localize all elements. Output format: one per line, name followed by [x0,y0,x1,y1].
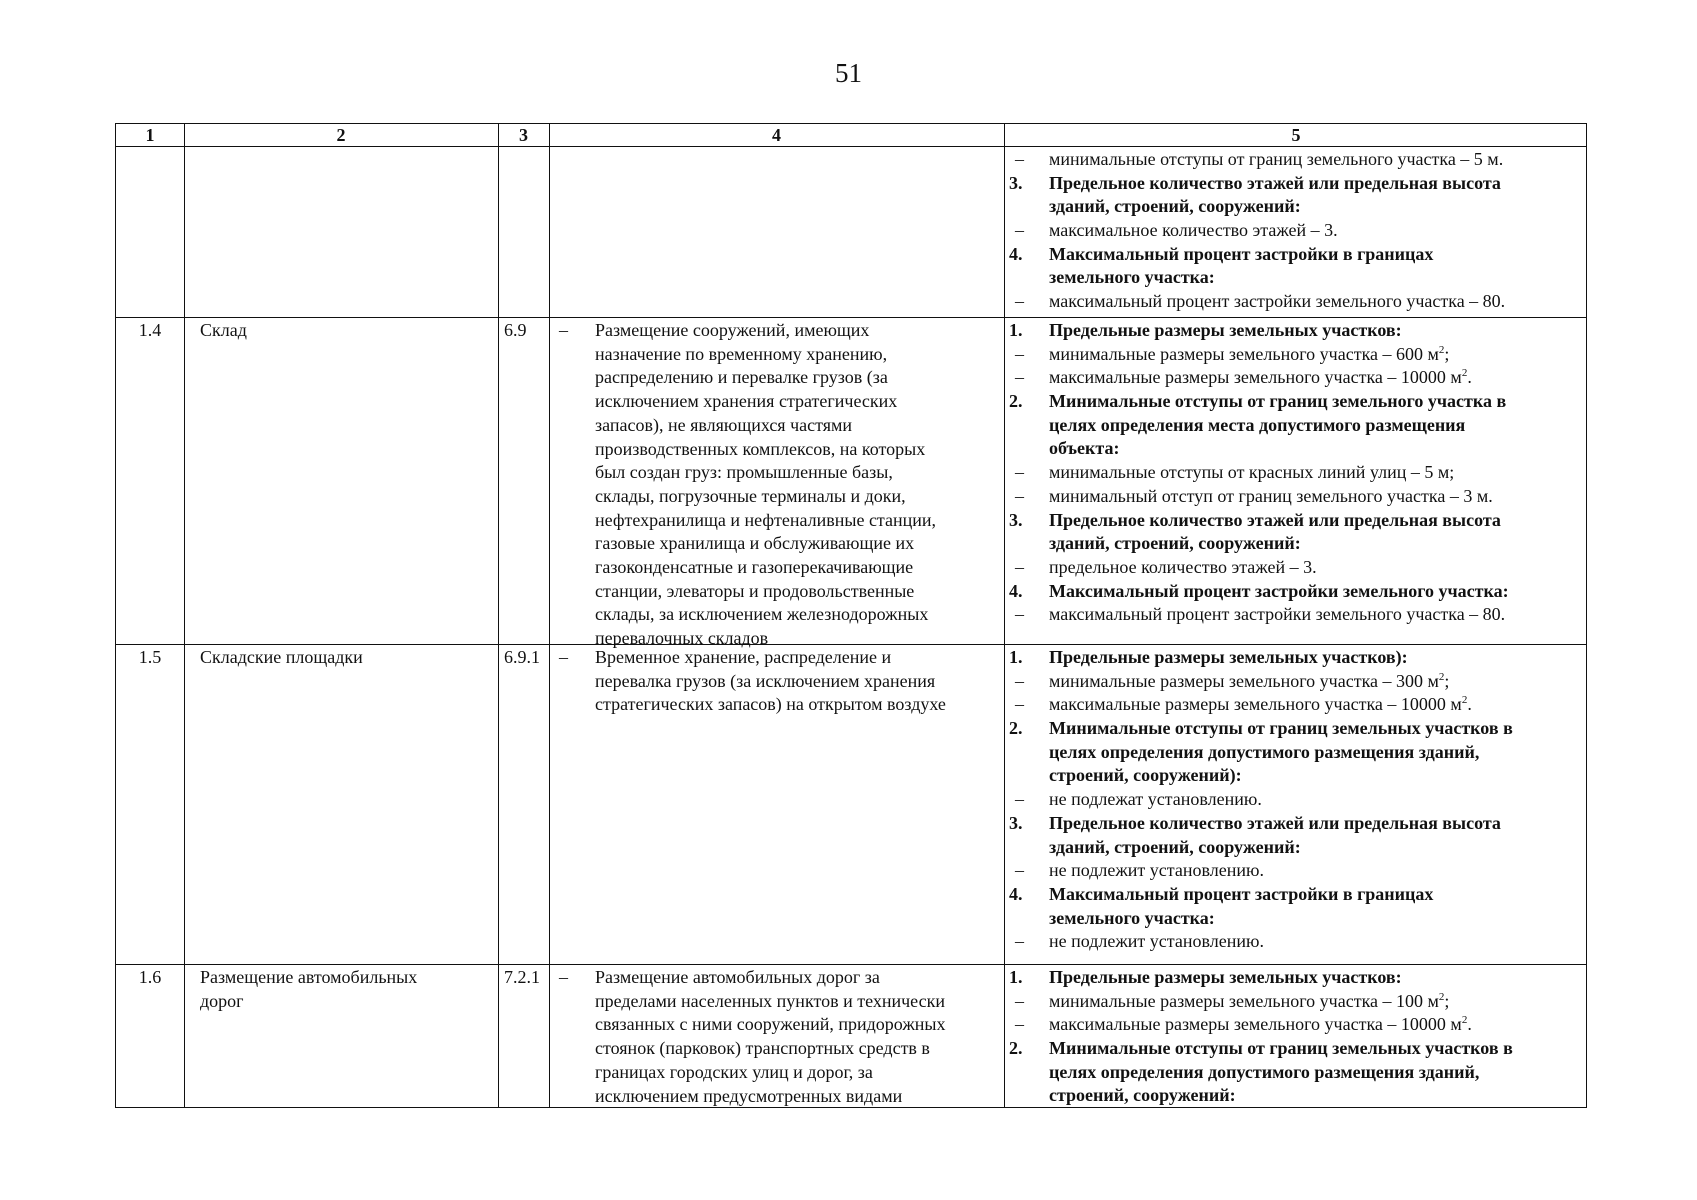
parameter-text-main: Минимальные отступы от границ земельного участка в [1049,391,1507,412]
parameter-text-main: строений, сооружений: [1049,1085,1236,1106]
header-col-3: 3 [519,125,528,145]
parameter-text-main: максимальные размеры земельного участка – 10000 м [1049,367,1462,388]
description-line: перевалочных складов [595,628,769,649]
description-line: назначение по временному хранению, [595,343,888,364]
item-number: 4. [1009,243,1023,264]
parameter-text-main: Предельное количество этажей или предельная высота [1049,172,1501,193]
parameter-text [1049,243,1433,267]
item-number: 1. [1009,967,1023,987]
parameter-text-main: максимальные размеры земельного участка – 10000 м [1049,694,1462,715]
unit-superscript: 2 [1461,367,1468,380]
parameter-text-main: не подлежат установлению. [1049,789,1262,810]
list-dash: – [1015,462,1024,483]
classifier-code: 6.9 [504,320,527,340]
list-dash: – [559,647,568,667]
parameter-text [1049,580,1509,604]
unit-superscript: 2 [1438,343,1445,356]
use-description [559,966,946,1108]
parameter-text-main: Максимальный процент застройки в границах [1049,883,1434,904]
description-line: связанных с ними сооружений, придорожных [595,1014,946,1035]
row-divider [116,317,1586,318]
parameter-text-main: объекта: [1049,438,1120,459]
item-number: 3. [1009,172,1023,193]
use-type-name: Размещение автомобильных [200,967,418,987]
column-divider [498,124,499,1107]
parameter-text-main: зданий, строений, сооружений: [1049,836,1301,857]
parameter-text-main: Предельное количество этажей или предельная высота [1049,509,1501,530]
row-divider [116,964,1586,965]
description-line: исключением предусмотренных видами [595,1085,903,1106]
row-number: 1.5 [138,647,162,667]
parameter-text-main: целях определения допустимого размещения зданий, [1049,741,1480,762]
description-line: границах городских улиц и дорог, за [595,1061,873,1082]
parameter-text [1049,509,1501,533]
parameter-text [1049,646,1408,670]
parameter-text [1049,907,1215,931]
unit-superscript: 2 [1461,694,1468,707]
description-line: Размещение автомобильных дорог за [595,967,880,987]
parameter-text-main: Предельное количество этажей или предельная высота [1049,812,1501,833]
column-divider [184,124,185,1107]
parameter-text [1049,990,1449,1014]
list-dash: – [1015,291,1024,312]
parameter-text-main: не подлежит установлению. [1049,931,1264,952]
parameter-text-main: зданий, строений, сооружений: [1049,533,1301,554]
list-dash: – [1015,860,1024,881]
list-dash: – [1015,789,1024,810]
item-number: 2. [1009,718,1023,739]
parameter-text [1049,343,1449,367]
regulations-table [115,123,1587,1108]
parameter-text [1049,836,1301,860]
description-line: станции, элеваторы и продовольственные [595,580,915,601]
column-divider [1004,124,1005,1107]
use-type-name: Складские площадки [200,647,363,667]
parameter-text [1049,532,1301,556]
parameter-text [1049,266,1215,290]
list-dash: – [1015,149,1024,169]
description-line: Временное хранение, распределение и [595,647,892,667]
list-dash: – [1015,220,1024,241]
description-line: Размещение сооружений, имеющих [595,320,870,340]
page-number: 51 [835,58,862,88]
description-line: перевалка грузов (за исключением хранения [595,670,936,691]
item-number: 2. [1009,391,1023,412]
list-dash: – [1015,367,1024,388]
parameter-text [1049,741,1479,765]
parameter-text [1049,764,1242,788]
description-line: склады, за исключением железнодорожных [595,604,929,625]
parameter-text [1049,195,1301,219]
parameter-text-main: минимальные размеры земельного участка – 300 м [1049,670,1439,691]
description-line: производственных комплексов, на которых [595,438,926,459]
punctuation: ; [1444,343,1450,364]
description-line: стоянок (парковок) транспортных средств в [595,1038,930,1059]
parameter-text [1049,603,1505,627]
parameter-text-main: максимальный процент застройки земельного участка – 80. [1049,604,1506,625]
parameter-text [1049,1084,1236,1108]
punctuation: . [1467,367,1472,388]
item-number: 1. [1009,647,1023,667]
parameter-text [1049,219,1338,243]
parameter-text [1049,437,1119,461]
header-divider [116,146,1586,147]
parameter-text-main: Минимальные отступы от границ земельных участков в [1049,1038,1513,1059]
item-number: 2. [1009,1038,1023,1059]
parameter-text-main: не подлежит установлению. [1049,860,1264,881]
parameter-text-main: Максимальный процент застройки земельного участка: [1049,580,1509,601]
parameter-text [1049,670,1449,694]
parameter-text [1049,1061,1479,1085]
parameter-text-main: минимальные размеры земельного участка – 100 м [1049,990,1439,1011]
parameter-text [1049,693,1472,717]
punctuation: ; [1444,670,1450,691]
parameter-text [1049,717,1513,741]
list-dash: – [1015,670,1024,691]
description-line: исключением хранения стратегических [595,391,898,412]
parameter-text [1049,883,1433,907]
parameter-text [1049,485,1493,509]
classifier-code: 7.2.1 [504,967,540,987]
item-number: 4. [1009,883,1023,904]
parameter-text [1049,859,1264,883]
unit-superscript: 2 [1461,1014,1468,1027]
header-col-4: 4 [772,125,781,145]
parameter-text [1049,148,1503,172]
parameter-text-main: строений, сооружений): [1049,765,1242,786]
parameter-text [1049,390,1506,414]
parameter-text [1049,461,1454,485]
parameter-text [1049,414,1465,438]
parameter-text-main: предельное количество этажей – 3. [1049,556,1317,577]
punctuation: ; [1444,990,1450,1011]
header-col-1: 1 [145,125,155,145]
list-dash: – [559,320,568,340]
parameter-text [1049,812,1501,836]
list-dash: – [1015,931,1024,952]
parameter-text-main: Предельные размеры земельных участков): [1049,647,1408,667]
parameter-text [1049,1037,1513,1061]
parameter-text-main: максимальный процент застройки земельного участка – 80. [1049,291,1506,312]
description-line: стратегических запасов) на открытом воздухе [595,694,946,715]
description-line: склады, погрузочные терминалы и доки, [595,485,906,506]
parameter-text [1049,319,1402,343]
header-col-5: 5 [1291,125,1301,145]
list-dash: – [1015,1014,1024,1035]
header-col-2: 2 [336,125,346,145]
use-type-name: дорог [200,990,244,1011]
parameter-text [1049,556,1317,580]
parameter-text [1049,1013,1472,1037]
parameter-text-main: земельного участка: [1049,267,1215,288]
list-dash: – [1015,485,1024,506]
use-type-name: Склад [200,320,247,340]
list-dash: – [1015,604,1024,625]
description-line: запасов), не являющихся частями [595,414,853,435]
punctuation: . [1467,694,1472,715]
description-line: распределению и перевалке грузов (за [595,367,888,388]
parameter-text-main: максимальные размеры земельного участка – 10000 м [1049,1014,1462,1035]
parameter-text [1049,290,1505,314]
parameter-text-main: минимальные отступы от красных линий улиц – 5 м; [1049,462,1455,483]
parameter-text-main: Предельные размеры земельных участков: [1049,967,1402,987]
classifier-code: 6.9.1 [504,647,540,667]
parameter-text-main: Максимальный процент застройки в границах [1049,243,1434,264]
item-number: 4. [1009,580,1023,601]
list-dash: – [559,967,568,987]
unit-superscript: 2 [1438,990,1445,1003]
description-line: газовые хранилища и обслуживающие их [595,533,915,554]
parameter-text-main: максимальное количество этажей – 3. [1049,220,1338,241]
parameter-text-main: Минимальные отступы от границ земельных участков в [1049,718,1513,739]
parameter-text-main: минимальные размеры земельного участка – 600 м [1049,343,1439,364]
parameter-text-main: Предельные размеры земельных участков: [1049,320,1402,340]
parameter-text-main: целях определения допустимого размещения зданий, [1049,1061,1480,1082]
description-line: был создан груз: промышленные базы, [595,462,893,483]
parameter-text [1049,788,1262,812]
list-dash: – [1015,990,1024,1011]
unit-superscript: 2 [1438,670,1445,683]
parameter-text-main: земельного участка: [1049,907,1215,928]
parameter-text-main: минимальный отступ от границ земельного участка – 3 м. [1049,485,1493,506]
row-number: 1.6 [138,967,162,987]
parameter-text-main: целях определения места допустимого размещения [1049,414,1466,435]
parameter-text [1049,172,1501,196]
punctuation: . [1467,1014,1472,1035]
parameter-text [1049,966,1402,990]
item-number: 3. [1009,509,1023,530]
column-divider [549,124,550,1107]
row-number: 1.4 [138,320,162,340]
description-line: пределами населенных пунктов и технически [595,990,945,1011]
item-number: 3. [1009,812,1023,833]
parameter-text-main: минимальные отступы от границ земельного участка – 5 м. [1049,149,1504,169]
list-dash: – [1015,694,1024,715]
description-line: газоконденсатные и газоперекачивающие [595,557,914,578]
parameter-text-main: зданий, строений, сооружений: [1049,196,1301,217]
use-description [559,646,946,717]
parameter-text [1049,930,1264,954]
description-line: нефтехранилища и нефтеналивные станции, [595,509,937,530]
parameter-text [1049,366,1472,390]
list-dash: – [1015,556,1024,577]
list-dash: – [1015,343,1024,364]
item-number: 1. [1009,320,1023,340]
use-description [559,319,937,651]
